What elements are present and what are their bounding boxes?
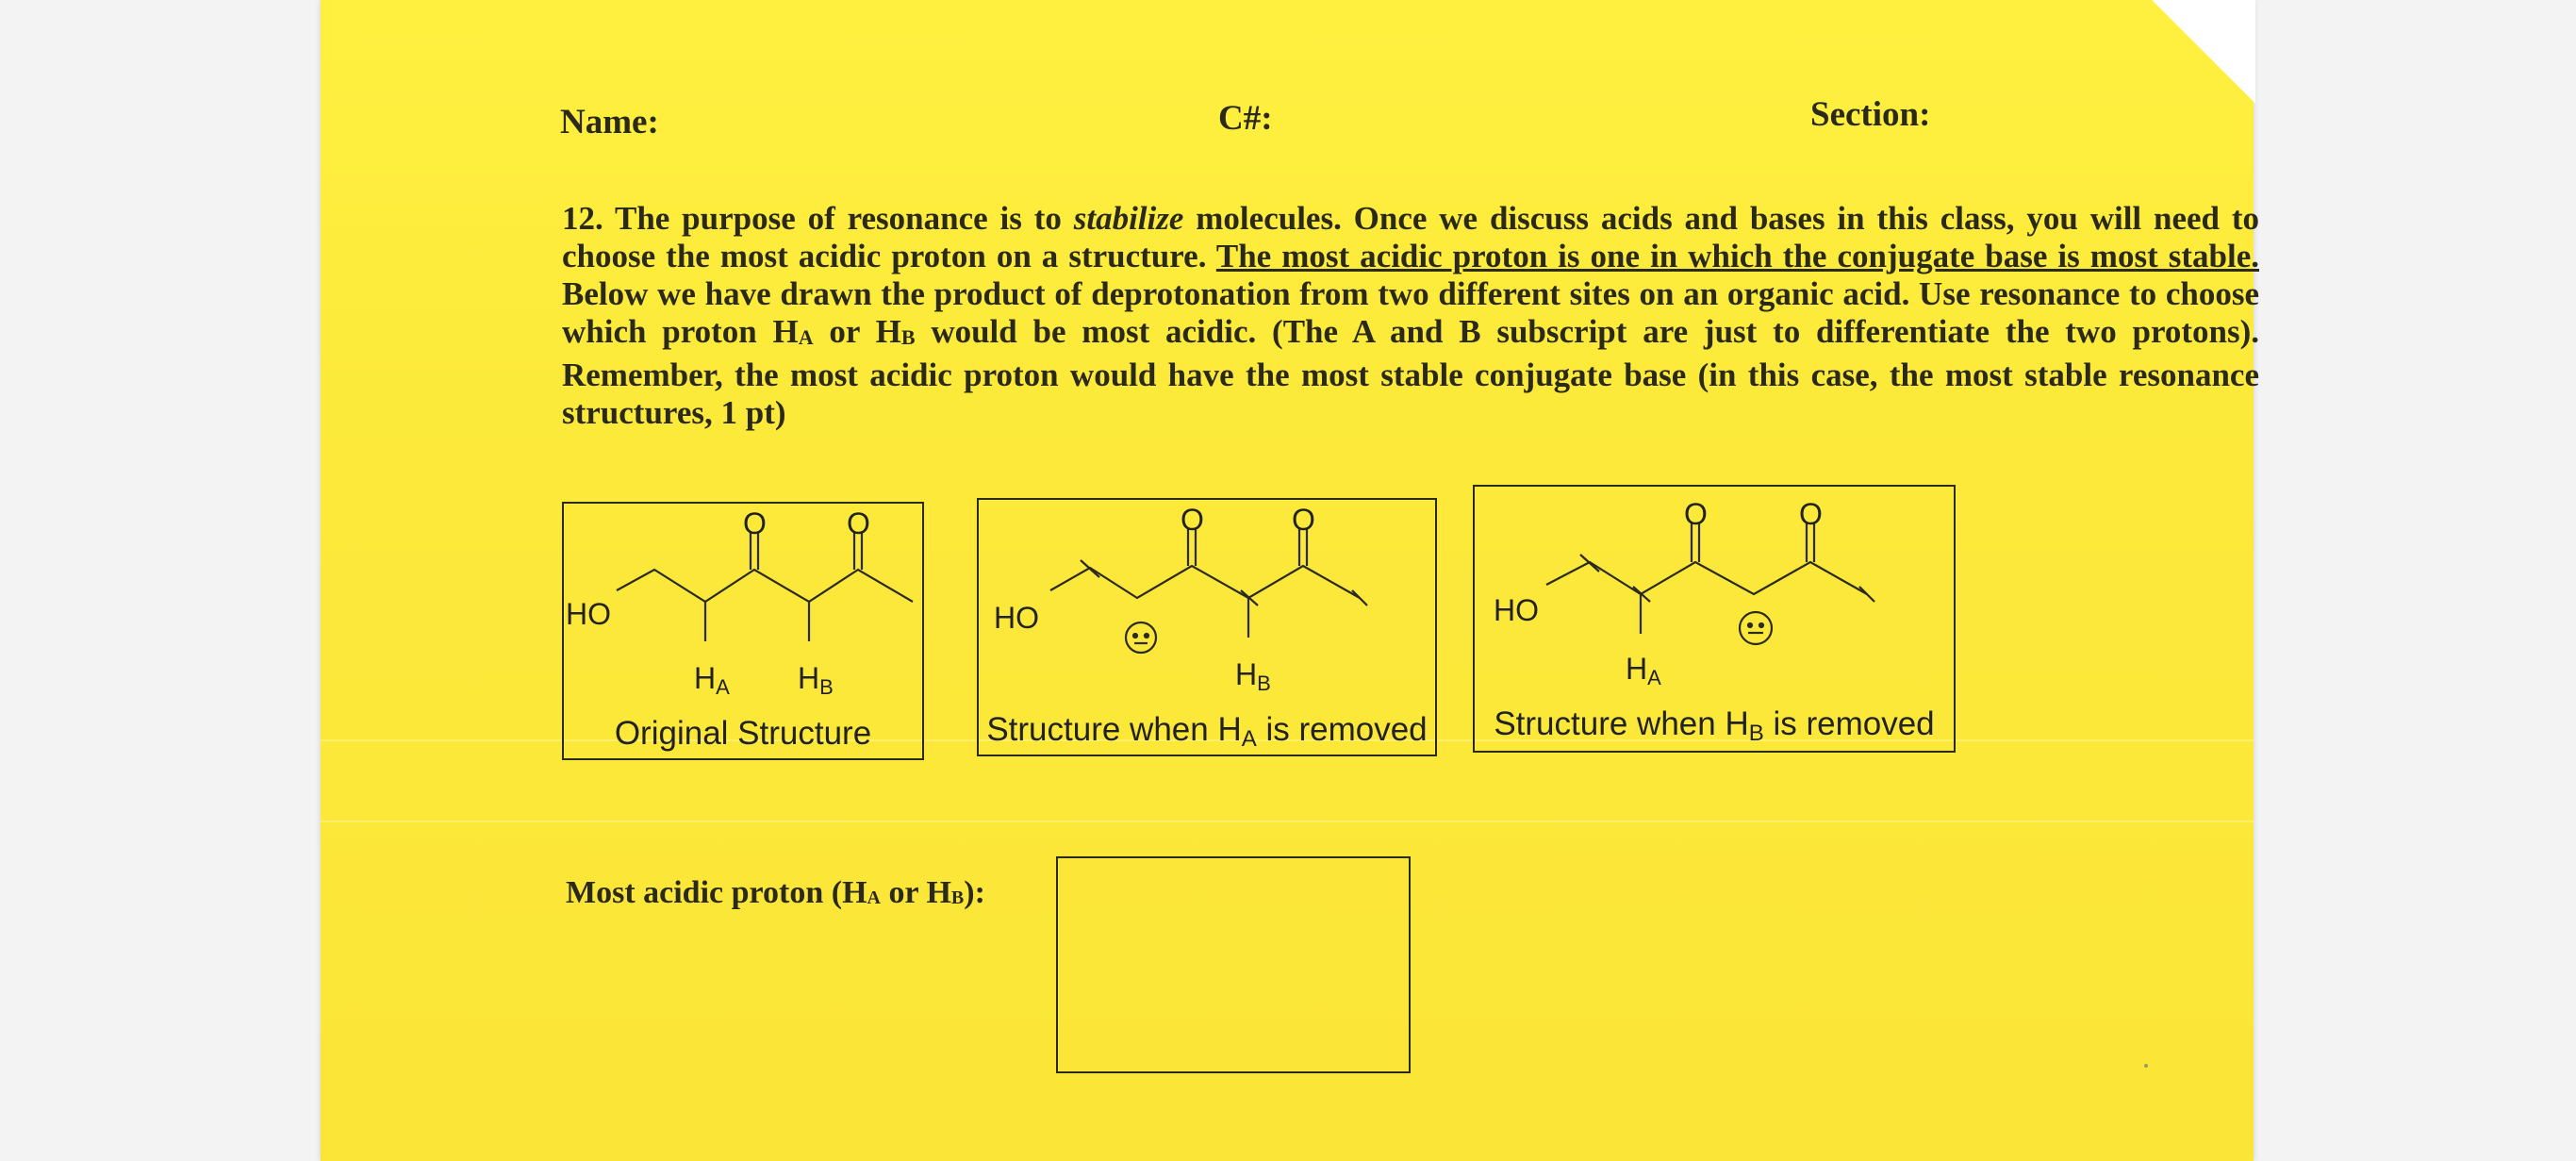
question-part: would be most acidic. (The A and B subscript are just to differentiate the two protons). Remember, the most acidic proton would have the most stable conjugate base (in this case, the most stable resonance structures, 1 pt) xyxy=(562,313,2268,431)
ha-label xyxy=(1626,652,1661,689)
structure-box-hb-removed xyxy=(1473,485,1956,753)
structure-box-ha-removed xyxy=(977,498,1437,756)
h-letter: H xyxy=(694,661,717,695)
question-text xyxy=(562,200,2268,432)
caption-text: Structure when H xyxy=(1494,705,1749,742)
ho-label: HO xyxy=(566,597,611,631)
h-letter: H xyxy=(1235,657,1258,691)
hb-subscript: B xyxy=(1257,672,1271,695)
answer-box[interactable] xyxy=(1056,856,1411,1073)
oxygen-label: O xyxy=(1181,503,1204,537)
ho-label: HO xyxy=(994,601,1039,635)
ha-subscript: A xyxy=(716,675,730,699)
structure-caption xyxy=(979,711,1435,753)
paper-speck xyxy=(2144,1064,2148,1068)
name-label: Name: xyxy=(560,103,659,141)
question-underlined: The most acidic proton is one in which the conjugate base is most stable. xyxy=(1215,238,2259,274)
caption-subscript: B xyxy=(1748,721,1764,746)
paper-fold-line xyxy=(321,821,2254,822)
question-part: Below we have drawn the product of deprotonation from two different sites on an organic acid. Use resonance to choose which proton H xyxy=(562,238,2268,350)
caption-text: Original Structure xyxy=(614,715,872,752)
caption-text: Structure when H xyxy=(986,711,1242,748)
answer-label-text: Most acidic proton (H xyxy=(566,875,867,910)
subscript-a: A xyxy=(867,887,881,908)
caption-text: is removed xyxy=(1763,705,1935,742)
subscript-b: B xyxy=(950,887,965,908)
answer-label xyxy=(566,875,985,911)
hb-label xyxy=(798,661,834,699)
h-letter: H xyxy=(1626,652,1648,686)
answer-label-text: ): xyxy=(964,875,985,910)
caption-text: is removed xyxy=(1256,711,1428,748)
oxygen-label: O xyxy=(1799,497,1823,531)
hb-label xyxy=(1235,657,1271,695)
answer-label-text: or H xyxy=(880,875,951,910)
question-part: 12. The purpose of resonance is to xyxy=(562,200,1074,237)
subscript-a: A xyxy=(798,325,814,349)
section-label: Section: xyxy=(1810,95,1931,134)
oxygen-label: O xyxy=(1684,497,1708,531)
h-letter: H xyxy=(798,661,820,695)
question-part: molecules. Once we discuss acids and bases in this class, you will need to choose the most acidic proton on a structure. xyxy=(562,200,2268,274)
ha-subscript: A xyxy=(1647,666,1661,689)
structure-caption xyxy=(564,715,922,756)
cnum-label: C#: xyxy=(1218,99,1273,138)
structure-box-original xyxy=(562,502,924,760)
question-part: or H xyxy=(813,313,901,350)
subscript-b: B xyxy=(900,325,916,349)
structure-caption xyxy=(1475,705,1954,747)
worksheet-page xyxy=(321,0,2268,1161)
oxygen-label: O xyxy=(743,506,767,540)
hb-subscript: B xyxy=(819,675,834,699)
caption-subscript: A xyxy=(1241,726,1257,752)
folded-corner xyxy=(2152,0,2255,104)
oxygen-label: O xyxy=(847,506,870,540)
oxygen-label: O xyxy=(1292,503,1315,537)
ho-label: HO xyxy=(1494,593,1539,627)
question-emphasis: stabilize xyxy=(1073,200,1184,237)
ha-label xyxy=(694,661,730,699)
